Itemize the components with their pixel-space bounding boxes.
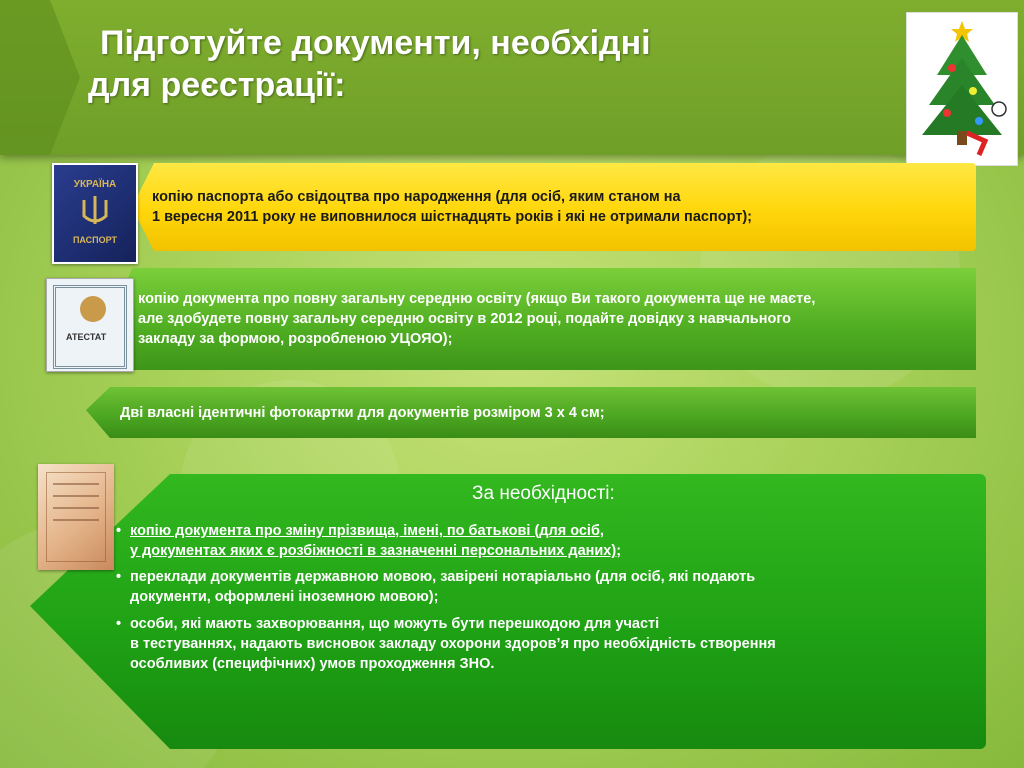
bullet-name-change bbox=[116, 521, 621, 561]
translations-line-2: документи, оформлені іноземною мовою); bbox=[130, 589, 439, 605]
certificate-image bbox=[46, 278, 134, 372]
passport-image bbox=[52, 163, 138, 264]
title-band bbox=[0, 0, 1024, 155]
passport-copy-line-1: копію паспорта або свідоцтва про народження (для осіб, яким станом на bbox=[152, 189, 681, 205]
passport-copy-line-2: 1 вересня 2011 року не виповнилося шістнадцять років і які не отримали паспорт); bbox=[152, 209, 752, 225]
education-line-1: копію документа про повну загальну середню освіту (якщо Ви такого документа ще не маєте, bbox=[138, 291, 816, 307]
birth-certificate-image bbox=[38, 464, 114, 570]
title-line-1: Підготуйте документи, необхідні bbox=[100, 24, 651, 62]
medical-line-1: особи, які мають захворювання, що можуть бути перешкодою для участі bbox=[130, 616, 660, 632]
title-hexagon-decoration bbox=[0, 0, 80, 155]
education-line-3: закладу за формою, розробленою УЦОЯО); bbox=[138, 331, 453, 347]
passport-copy-text bbox=[152, 187, 752, 227]
education-document-text bbox=[138, 289, 815, 349]
translations-line-1: переклади документів державною мовою, завірені нотаріально (для осіб, які подають bbox=[130, 569, 756, 585]
slide-title bbox=[88, 22, 651, 106]
title-line-2: для реєстрації: bbox=[88, 66, 346, 104]
passport-country-label: УКРАЇНА bbox=[73, 179, 117, 190]
bullet-dot: • bbox=[116, 616, 122, 632]
bullet-translations bbox=[116, 567, 755, 607]
name-change-line-1: копію документа про зміну прізвища, імені, по батькові (для осіб, bbox=[130, 523, 604, 539]
christmas-tree-image bbox=[906, 12, 1018, 166]
trident-icon bbox=[54, 190, 136, 230]
bullet-dot: • bbox=[116, 569, 122, 585]
bullet-medical bbox=[116, 614, 776, 674]
christmas-tree-icon bbox=[907, 13, 1017, 165]
certificate-label: АТЕСТАТ bbox=[66, 332, 107, 342]
bullet-dot: • bbox=[116, 523, 122, 539]
passport-label: ПАСПОРТ bbox=[72, 235, 118, 245]
certificate-seal-icon bbox=[80, 296, 106, 322]
if-needed-heading: За необхідності: bbox=[472, 483, 615, 504]
medical-line-3: особливих (специфічних) умов проходження ЗНО. bbox=[130, 656, 495, 672]
photos-text: Дві власні ідентичні фотокартки для документів розміром 3 х 4 см; bbox=[120, 405, 605, 421]
medical-line-2: в тестуваннях, надають висновок закладу охорони здоров’я про необхідність створення bbox=[130, 636, 776, 652]
name-change-line-2: у документах яких є розбіжності в зазначенні персональних даних); bbox=[130, 543, 622, 559]
education-line-2: але здобудете повну загальну середню освіту в 2012 році, подайте довідку з навчального bbox=[138, 311, 792, 327]
if-needed-card bbox=[30, 474, 986, 749]
